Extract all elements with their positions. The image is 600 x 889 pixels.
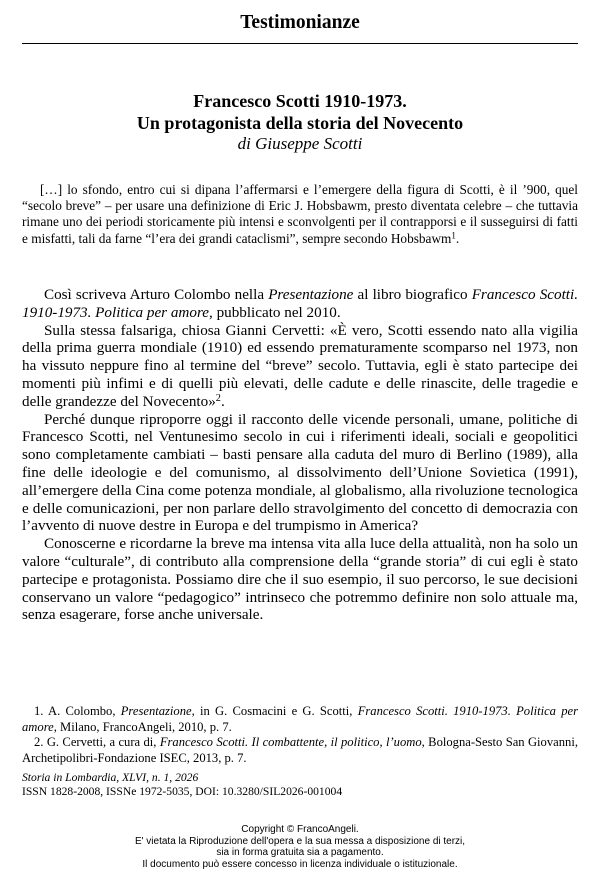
body-paragraph-2	[22, 322, 578, 411]
body-paragraph-3: Perché dunque riproporre oggi il racconto delle vicende personali, umane, politiche di Francesco Scotti, nel Ventunesimo secolo in cui i riferimenti ideali, sociali e geopolitici sono completamente cambiati – basti pensare alla caduta del muro di Berlino (1989), alla fine delle ideologie e del comunismo, al dissolvimento dell’Unione Sovietica (1991), all’emergere della Cina come potenza mondiale, al globalismo, alla rivoluzione tecnologica e delle comunicazioni, per non parlare dello stravolgimento del concetto di democrazia con l’avvento di nuove destre in Europa e del trumpismo in America?	[22, 410, 578, 535]
epigraph-text: […] lo sfondo, entro cui si dipana l’affermarsi e l’emergere della figura di Scotti, è il ’900, quel “secolo breve” – per usare una definizione di Eric J. Hobsbawm, presto diventata celebre – che tuttavia rimane uno dei periodi storicamente più intensi e sconvolgenti per il contrapporsi e il susseguirsi di fatti e misfatti, tali da farne “l’era dei grandi cataclismi”, sempre secondo Hobsbawm	[22, 182, 578, 246]
paragraph-1-text-start: Così scriveva Arturo Colombo nella	[44, 286, 269, 303]
footnote-2-number: 2.	[34, 735, 44, 750]
footnote-ref-1[interactable]: 1	[451, 230, 456, 241]
paragraph-1-text-end: , pubblicato nel 2010.	[209, 303, 341, 321]
footnote-2-text-start: G. Cervetti, a cura di,	[43, 735, 160, 750]
journal-identifiers: ISSN 1828-2008, ISSNe 1972-5035, DOI: 10.3280/SIL2026-001004	[22, 784, 343, 798]
article-body	[22, 286, 578, 624]
journal-info	[22, 771, 578, 799]
footnote-1	[22, 704, 578, 735]
footnote-2-book-title: Francesco Scotti. Il combattente, il politico, l’uomo	[159, 735, 422, 750]
footnote-1-text-end: , Milano, FrancoAngeli, 2010, p. 7.	[53, 719, 232, 734]
section-divider	[22, 43, 578, 44]
journal-citation: Storia in Lombardia, XLVI, n. 1, 2026	[22, 771, 199, 784]
article-title-line1: Francesco Scotti 1910-1973.	[193, 91, 407, 111]
footnotes	[22, 704, 578, 766]
copyright-line-2: E' vietata la Riproduzione dell'opera e la sua messa a disposizione di terzi,	[134, 835, 466, 847]
footnote-ref-2[interactable]: 2	[215, 392, 221, 404]
body-paragraph-4: Conoscerne e ricordarne la breve ma intensa vita alla luce della attualità, non ha solo un valore “culturale”, di contributo alla comprensione della “grande storia” di cui egli è stato partecipe e protagonista. Possiamo dire che il suo esempio, il suo percorso, le sue decisioni conservano un valore “pedagogico” intrinseco che potremmo definire non solo attuale ma, senza esagerare, forse anche universale.	[22, 535, 578, 624]
article-title	[22, 90, 578, 134]
article-author: di Giuseppe Scotti	[237, 134, 363, 153]
paragraph-1-text-mid: al libro biografico	[353, 286, 472, 303]
copyright-notice	[22, 824, 578, 870]
copyright-line-3: sia in forma gratuita sia a pagamento.	[216, 847, 384, 859]
section-title: Testimonianze	[240, 12, 360, 33]
footnote-1-book-title: Francesco Scotti. 1910-1973. Politica per amore	[22, 704, 578, 734]
copyright-line-4: Il documento può essere concesso in licenza individuale o istituzionale.	[142, 858, 458, 870]
paragraph-2-text: Sulla stessa falsariga, chiosa Gianni Cervetti: «È vero, Scotti essendo nato alla vigilia della prima guerra mondiale (1910) ed essendo prematuramente scomparso nel 1973, non ha vissuto neppure fino al termine del “breve” secolo. Tuttavia, egli è stato partecipe dei momenti più infimi e di quelli più elevati, delle cadute e delle rinascite, delle tragedie e delle grandezze del Novecento»	[22, 321, 578, 410]
footnote-1-text-start: A. Colombo,	[43, 704, 121, 718]
footnote-1-italic-title: Presentazione	[120, 704, 192, 718]
paragraph-1-book-title: Francesco Scotti. 1910-1973. Politica per amore	[22, 286, 578, 321]
body-paragraph-1	[22, 286, 578, 322]
paragraph-2-end: .	[220, 392, 225, 410]
copyright-line-1: Copyright © FrancoAngeli.	[241, 824, 359, 835]
footnote-1-text-mid: , in G. Cosmacini e G. Scotti,	[191, 704, 358, 718]
epigraph-quote: […] lo sfondo, entro cui si dipana l’affermarsi e l’emergere della figura di Scotti, è il ’900, quel “secolo breve” – per usare una definizione di Eric J. Hobsbawm, presto diventata celebre – che tuttavia rimane uno dei periodi storicamente più intensi e sconvolgenti per il contrapporsi e il susseguirsi di fatti e misfatti, tali da farne “l’era dei grandi cataclismi”, sempre secondo Hobsbawm$^1$.	[22, 182, 578, 246]
footnote-1-number: 1.	[34, 704, 44, 718]
footnote-2	[22, 735, 578, 766]
footnote-2-text-end: , Bologna-Sesto San Giovanni, Archetipolibri-Fondazione ISEC, 2013, p. 7.	[22, 735, 578, 765]
article-title-line2: Un protagonista della storia del Novecento	[136, 113, 464, 133]
paragraph-1-italic-title: Presentazione	[268, 286, 354, 303]
